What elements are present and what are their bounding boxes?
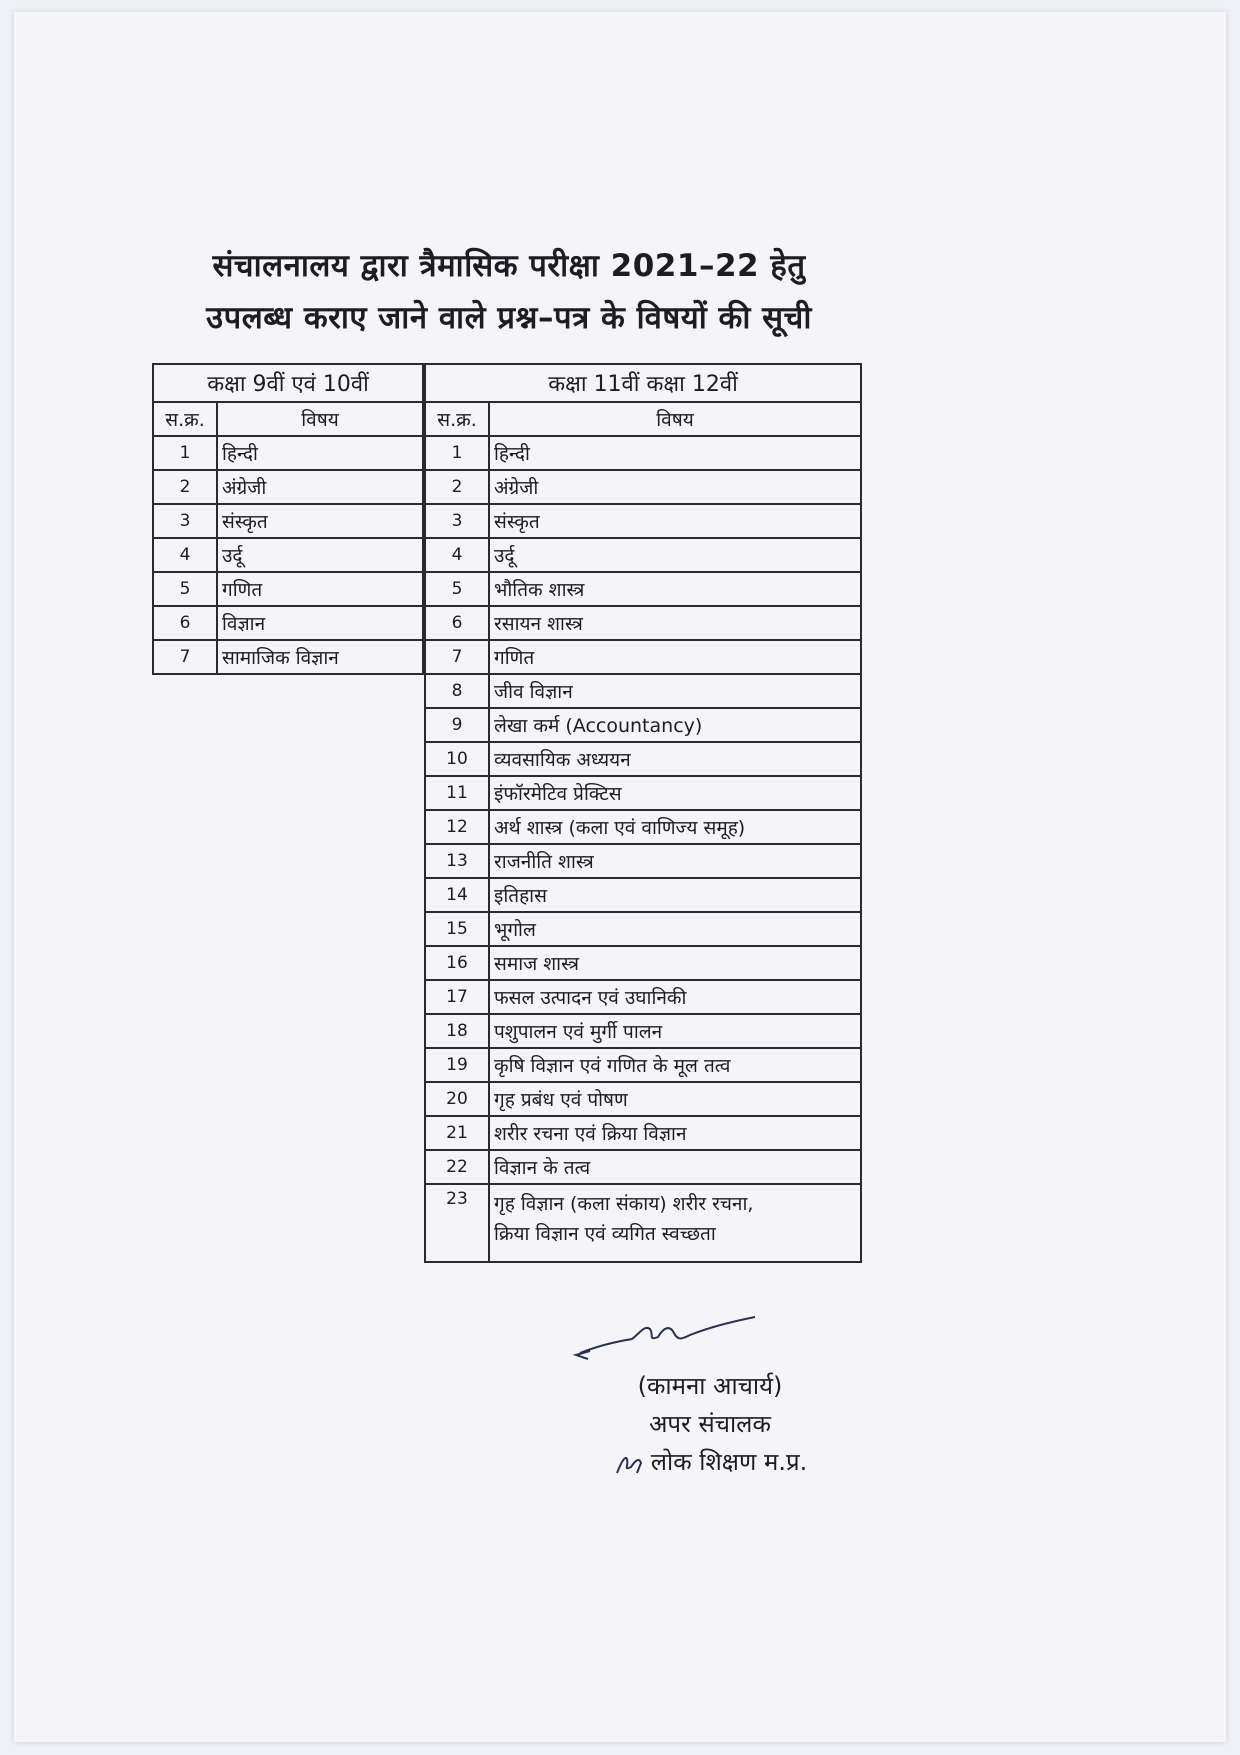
signatory-designation: अपर संचालक	[649, 1410, 771, 1438]
subject-cell: कृषि विज्ञान एवं गणित के मूल तत्व	[489, 1048, 861, 1082]
serial-number: 22	[425, 1150, 489, 1184]
serial-number: 12	[425, 810, 489, 844]
table-row	[425, 572, 861, 606]
subject-cell: हिन्दी	[489, 436, 861, 470]
table-row	[153, 572, 423, 606]
serial-number: 4	[153, 538, 217, 572]
group-header-9-10: कक्षा 9वीं एवं 10वीं	[153, 364, 423, 402]
table-row	[425, 810, 861, 844]
initial-mark-icon	[613, 1449, 647, 1477]
subject-cell: रसायन शास्त्र	[489, 606, 861, 640]
subject-cell: उर्दू	[217, 538, 423, 572]
subject-line: गृह विज्ञान (कला संकाय) शरीर रचना,	[494, 1193, 754, 1215]
table-row	[425, 538, 861, 572]
table-row	[425, 1116, 861, 1150]
subject-cell: इतिहास	[489, 878, 861, 912]
serial-number: 6	[425, 606, 489, 640]
serial-number: 23	[425, 1184, 489, 1262]
table-row	[153, 606, 423, 640]
subject-cell: राजनीति शास्त्र	[489, 844, 861, 878]
signatory-name: (कामना आचार्य)	[637, 1372, 783, 1400]
serial-number: 5	[425, 572, 489, 606]
serial-number: 10	[425, 742, 489, 776]
subject-cell: भौतिक शास्त्र	[489, 572, 861, 606]
subject-cell: विज्ञान के तत्व	[489, 1150, 861, 1184]
table-row	[425, 470, 861, 504]
serial-number: 11	[425, 776, 489, 810]
subject-cell: गणित	[489, 640, 861, 674]
subject-cell: अंग्रेजी	[217, 470, 423, 504]
table-row	[425, 1082, 861, 1116]
subject-cell	[489, 1184, 861, 1262]
table-row	[425, 606, 861, 640]
table-row	[425, 1150, 861, 1184]
subject-cell: गृह प्रबंध एवं पोषण	[489, 1082, 861, 1116]
class-11-12-table	[424, 363, 862, 1263]
subject-cell: गणित	[217, 572, 423, 606]
serial-number: 2	[153, 470, 217, 504]
table-row	[153, 640, 423, 674]
subject-cell: संस्कृत	[217, 504, 423, 538]
table-row	[153, 470, 423, 504]
serial-number: 1	[425, 436, 489, 470]
subject-cell: अंग्रेजी	[489, 470, 861, 504]
serial-number: 2	[425, 470, 489, 504]
table-row	[153, 436, 423, 470]
table-row	[425, 844, 861, 878]
subject-cell: समाज शास्त्र	[489, 946, 861, 980]
table-row	[425, 1014, 861, 1048]
column-header-sno: स.क्र.	[153, 402, 217, 436]
table-row	[425, 878, 861, 912]
serial-number: 21	[425, 1116, 489, 1150]
table-row	[425, 946, 861, 980]
serial-number: 7	[153, 640, 217, 674]
class-9-10-table	[152, 363, 424, 675]
serial-number: 3	[153, 504, 217, 538]
column-header-subject: विषय	[489, 402, 861, 436]
table-row	[425, 776, 861, 810]
table-row	[425, 1184, 861, 1262]
serial-number: 14	[425, 878, 489, 912]
title-line-2: उपलब्ध कराए जाने वाले प्रश्न–पत्र के विषयों की सूची	[206, 300, 812, 336]
title-line-1: संचालनालय द्वारा त्रैमासिक परीक्षा 2021–22 हेतु	[212, 248, 806, 284]
serial-number: 4	[425, 538, 489, 572]
subject-cell: जीव विज्ञान	[489, 674, 861, 708]
table-row	[425, 980, 861, 1014]
subject-cell: शरीर रचना एवं क्रिया विज्ञान	[489, 1116, 861, 1150]
subject-cell: हिन्दी	[217, 436, 423, 470]
serial-number: 3	[425, 504, 489, 538]
serial-number: 17	[425, 980, 489, 1014]
subject-cell: विज्ञान	[217, 606, 423, 640]
subject-cell: भूगोल	[489, 912, 861, 946]
group-header-11-12: कक्षा 11वीं कक्षा 12वीं	[425, 364, 861, 402]
table-row	[425, 1048, 861, 1082]
serial-number: 5	[153, 572, 217, 606]
table-row	[425, 640, 861, 674]
serial-number: 20	[425, 1082, 489, 1116]
table-row	[425, 436, 861, 470]
subject-line: क्रिया विज्ञान एवं व्यगित स्वच्छता	[494, 1223, 716, 1245]
serial-number: 13	[425, 844, 489, 878]
signature-block	[560, 1315, 860, 1481]
subject-cell: पशुपालन एवं मुर्गी पालन	[489, 1014, 861, 1048]
table-row	[153, 538, 423, 572]
subject-cell: फसल उत्पादन एवं उघानिकी	[489, 980, 861, 1014]
signatory-office: लोक शिक्षण म.प्र.	[650, 1448, 808, 1476]
serial-number: 19	[425, 1048, 489, 1082]
table-row	[425, 912, 861, 946]
table-row	[153, 504, 423, 538]
serial-number: 8	[425, 674, 489, 708]
table-row	[425, 742, 861, 776]
table-row	[425, 674, 861, 708]
subject-cell: सामाजिक विज्ञान	[217, 640, 423, 674]
subject-cell: लेखा कर्म (Accountancy)	[489, 708, 861, 742]
serial-number: 15	[425, 912, 489, 946]
table-row	[425, 504, 861, 538]
subject-cell: व्यवसायिक अध्ययन	[489, 742, 861, 776]
serial-number: 1	[153, 436, 217, 470]
table-row	[425, 708, 861, 742]
serial-number: 9	[425, 708, 489, 742]
subject-cell: उर्दू	[489, 538, 861, 572]
signature-icon	[570, 1315, 760, 1361]
subject-cell: अर्थ शास्त्र (कला एवं वाणिज्य समूह)	[489, 810, 861, 844]
serial-number: 18	[425, 1014, 489, 1048]
column-header-sno: स.क्र.	[425, 402, 489, 436]
column-header-subject: विषय	[217, 402, 423, 436]
serial-number: 6	[153, 606, 217, 640]
serial-number: 16	[425, 946, 489, 980]
subject-cell: इंफॉरमेटिव प्रेक्टिस	[489, 776, 861, 810]
subject-cell: संस्कृत	[489, 504, 861, 538]
serial-number: 7	[425, 640, 489, 674]
